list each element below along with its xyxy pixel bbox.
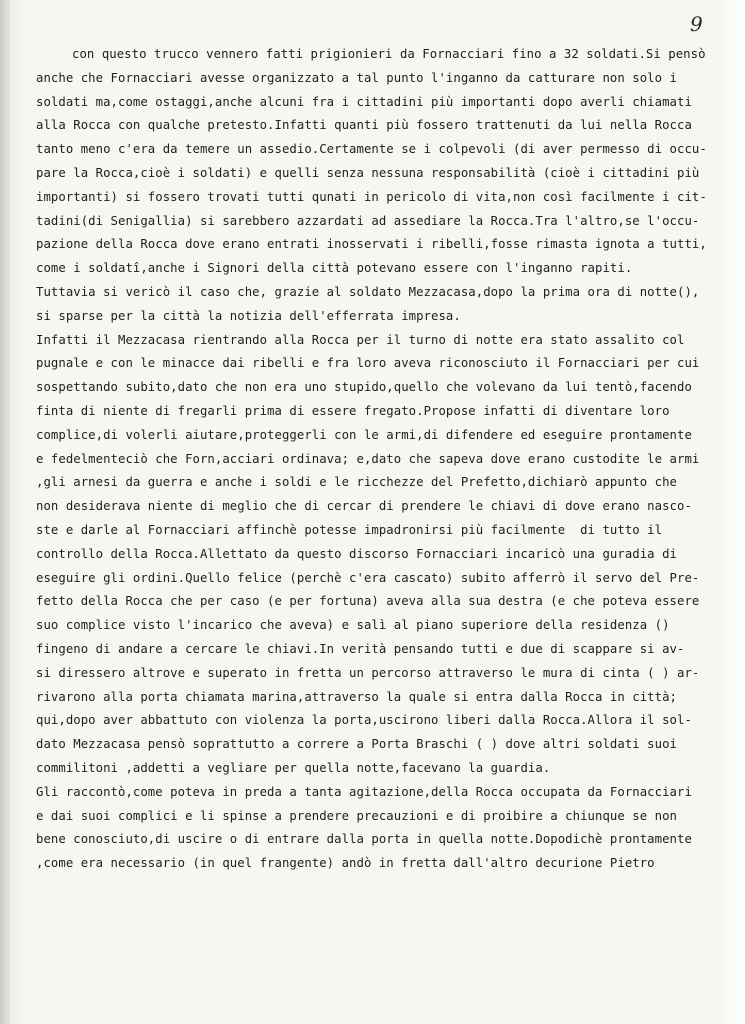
text-line: controllo della Rocca.Allettato da questo discorso Fornacciari incaricò una guradia di [36,546,677,561]
typewritten-text [36,43,720,876]
text-line: qui,dopo aver abbattuto con violenza la porta,uscirono liberi dalla Rocca.Allora il sol- [36,713,692,728]
text-line: tadini(di Senigallia) si sarebbero azzardati ad assediare la Rocca.Tra l'altro,se l'occu- [36,213,700,228]
text-line: con questo trucco vennero fatti prigionieri da Fornacciari fino a 32 soldati.Si pensò [72,47,706,61]
text-line: ,gli arnesi da guerra e anche i soldi e le ricchezze del Prefetto,dichiarò appunto che [36,475,677,490]
text-line: tanto meno c'era da temere un assedio.Certamente se i colpevoli (di aver permesso di occu- [36,142,707,157]
text-line: soldati ma,come ostaggi,anche alcuni fra i cittadini più importanti dopo averli chiamati [36,94,692,109]
text-line: importanti) si fossero trovati tutti qunati in pericolo di vita,non così facilmente i cit- [36,189,707,204]
text-line: Infatti il Mezzacasa rientrando alla Rocca per il turno di notte era stato assalito col [36,332,685,347]
text-line: suo complice visto l'incarico che aveva) e salì al piano superiore della residenza () [36,618,670,633]
text-line: ste e darle al Fornacciari affinchè potesse impadronirsi più facilmente di tutto il [36,522,663,537]
text-line: fingeno di andare a cercare le chiavi.In verità pensando tutti e due di scappare si av- [36,641,685,656]
text-line: rivarono alla porta chiamata marina,attraverso la quale si entra dalla Rocca in città; [36,689,677,704]
text-line: dato Mezzacasa pensò soprattutto a correre a Porta Braschi ( ) dove altri soldati suoi [36,737,677,752]
text-line: anche che Fornacciari avesse organizzato a tal punto l'inganno da catturare non solo i [36,70,677,85]
text-line: come i soldatî,anche i Signori della città potevano essere con l'inganno rapiti. [36,261,633,276]
text-line: ,come era necessario (in quel frangente) andò in fretta dall'altro decurione Pietro [36,856,655,871]
text-line: si diressero altrove e superato in fretta un percorso attraverso le mura di cinta ( ) ar- [36,665,700,680]
text-line: Gli raccontò,come poteva in preda a tanta agitazione,della Rocca occupata da Fornacciari [36,784,692,799]
text-line: pazione della Rocca dove erano entrati inosservati i ribelli,fosse rimasta ignota a tutti, [36,237,707,252]
binding-edge [0,0,10,1024]
text-line: e dai suoi complici e li spinse a prendere precauzioni e di proibire a chiunque se non [36,808,677,823]
text-line: fetto della Rocca che per caso (e per fortuna) aveva alla sua destra (e che poteva essere [36,594,700,609]
text-line: pare la Rocca,cioè i soldati) e quelli senza nessuna responsabilità (cioè i cittadini più [36,165,700,180]
text-line: Tuttavia si vericò il caso che, grazie al soldato Mezzacasa,dopo la prima ora di notte(), [36,284,700,299]
text-line: non desiderava niente di meglio che di cercar di prendere le chiavi di dove erano nasco- [36,499,692,514]
text-line: commilitoni ,addetti a vegliare per quella notte,facevano la guardia. [36,760,551,775]
text-line: pugnale e con le minacce dai ribelli e fra loro aveva riconosciuto il Fornacciari per cui [36,356,700,371]
page-number: 9 [690,12,703,36]
text-line: eseguire gli ordini.Quello felice (perchè c'era cascato) subito afferrò il servo del Pre- [36,570,700,585]
text-line: si sparse per la città la notizia dell'efferrata impresa. [36,308,461,323]
text-line: alla Rocca con qualche pretesto.Infatti quanti più fossero trattenuti da lui nella Rocca [36,118,692,133]
text-line: complice,di volerli aiutare,proteggerli con le armi,di difendere ed eseguire prontamente [36,427,692,442]
text-line: bene conosciuto,di uscire o di entrare dalla porta in quella notte.Dopodichè prontamente [36,832,692,847]
text-line: finta di niente di fregarli prima di essere fregato.Propose infatti di diventare loro [36,403,670,418]
text-line: sospettando subito,dato che non era uno stupido,quello che volevano da lui tentò,facendo [36,380,692,395]
text-line: e fedelmenteciò che Forn,acciari ordinava; e,dato che sapeva dove erano custodite le armi [36,451,700,466]
